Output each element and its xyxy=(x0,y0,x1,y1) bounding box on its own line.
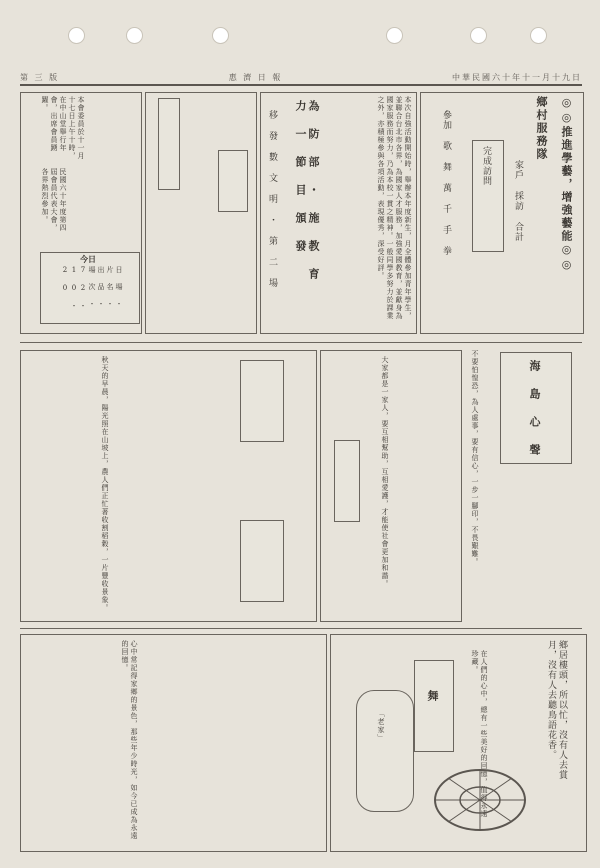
bottom-left-text: 心中常記得家鄉的景色，那些年少時光，如今已成為永遠的回憶。 xyxy=(121,640,138,840)
binder-hole-2 xyxy=(126,27,143,44)
top-middle-article: 本次自強活動開始時，舉辦本年度新生，月全體參加青年學生，並聯合台北市各界，為國家人才服務，加強愛國教育，並獻身為國家服務而努力，乃為本校一貫之精神。一般同學多努力於課業之外，亦積極參與各項活動，表現優秀，深受好評。 xyxy=(377,96,412,320)
column-a-title: 鄉村服務隊 xyxy=(535,96,548,161)
middle-center-box xyxy=(334,440,360,522)
middle-right-text: 不要怕惶恐，為人處事，要有信心，一步一腳印，不畏艱難。 xyxy=(471,350,479,566)
middle-left-box-1 xyxy=(240,360,284,442)
bottom-right-text: 鄉居樓頭，所以忙，沒有人去賞月，沒有人去聽鳥語花香。 xyxy=(546,640,567,780)
column-a-tail: 家戶 採訪 合計 xyxy=(513,160,523,242)
middle-left-box-2 xyxy=(240,520,284,602)
dance-label: 舞 xyxy=(426,690,439,703)
top-middle-headline: 為 防 部 ・ 施 教 育 力 一 節 目 頒 發 xyxy=(294,100,320,281)
bottom-left-block xyxy=(20,634,327,852)
speech-bubble xyxy=(356,690,414,812)
middle-left-story: 秋天的早晨，陽光照在山坡上，農人們正忙著收割稻穀，一片豐收景象。 xyxy=(101,356,109,612)
paper-name: 惠 濟 日 報 xyxy=(228,72,283,82)
middle-center-story: 大家都是一家人，要互相幫助，互相愛護，才能使社會更加和諧。 xyxy=(381,356,389,588)
speech-bubble-text: 「老家」 xyxy=(377,710,385,742)
top-left-notice-2: 民國六十年度第四屆會員代表大會，各界熱烈參加。 xyxy=(41,168,67,232)
wheel-illustration xyxy=(420,760,540,840)
binder-hole-4 xyxy=(386,27,403,44)
section-divider-2 xyxy=(20,628,582,629)
today-box-items: 日 場 ・ 片 名 ・ 出 品 ・ 場 次 ・ 7 2 ・ 1 0 ・ 2 0 xyxy=(61,266,123,310)
program-box-2 xyxy=(218,150,248,212)
program-box-1 xyxy=(158,98,180,190)
ocean-heart-title: 海 島 心 聲 xyxy=(528,360,541,457)
binder-hole-3 xyxy=(212,27,229,44)
slogan: ◎◎推進學藝，增強藝能◎◎ xyxy=(560,96,573,273)
binder-hole-1 xyxy=(68,27,85,44)
top-left-notice: 本會委員於十一月十七日上午十時，在中山堂舉行年會，出席會員踴躍。 xyxy=(41,96,85,160)
binder-hole-5 xyxy=(470,27,487,44)
top-middle-list: 移 發 數 文 明 ・ 第 二 場 xyxy=(267,110,277,288)
issue-date: 中華民國六十年十一月十九日 xyxy=(451,72,582,82)
bottom-center-text: 在人們的心中，總有一些美好的回憶，值得永遠珍藏。 xyxy=(471,650,488,818)
binder-hole-6 xyxy=(530,27,547,44)
column-a-subtitle: 完成訪問 xyxy=(481,146,491,186)
today-box-title: 今日 xyxy=(80,254,96,264)
column-a-extra: 參加 歌 舞 萬 千 手 拳 xyxy=(441,110,451,256)
page-number: 第 三 版 xyxy=(20,72,60,82)
section-divider-1 xyxy=(20,342,582,343)
page-header xyxy=(20,70,582,86)
